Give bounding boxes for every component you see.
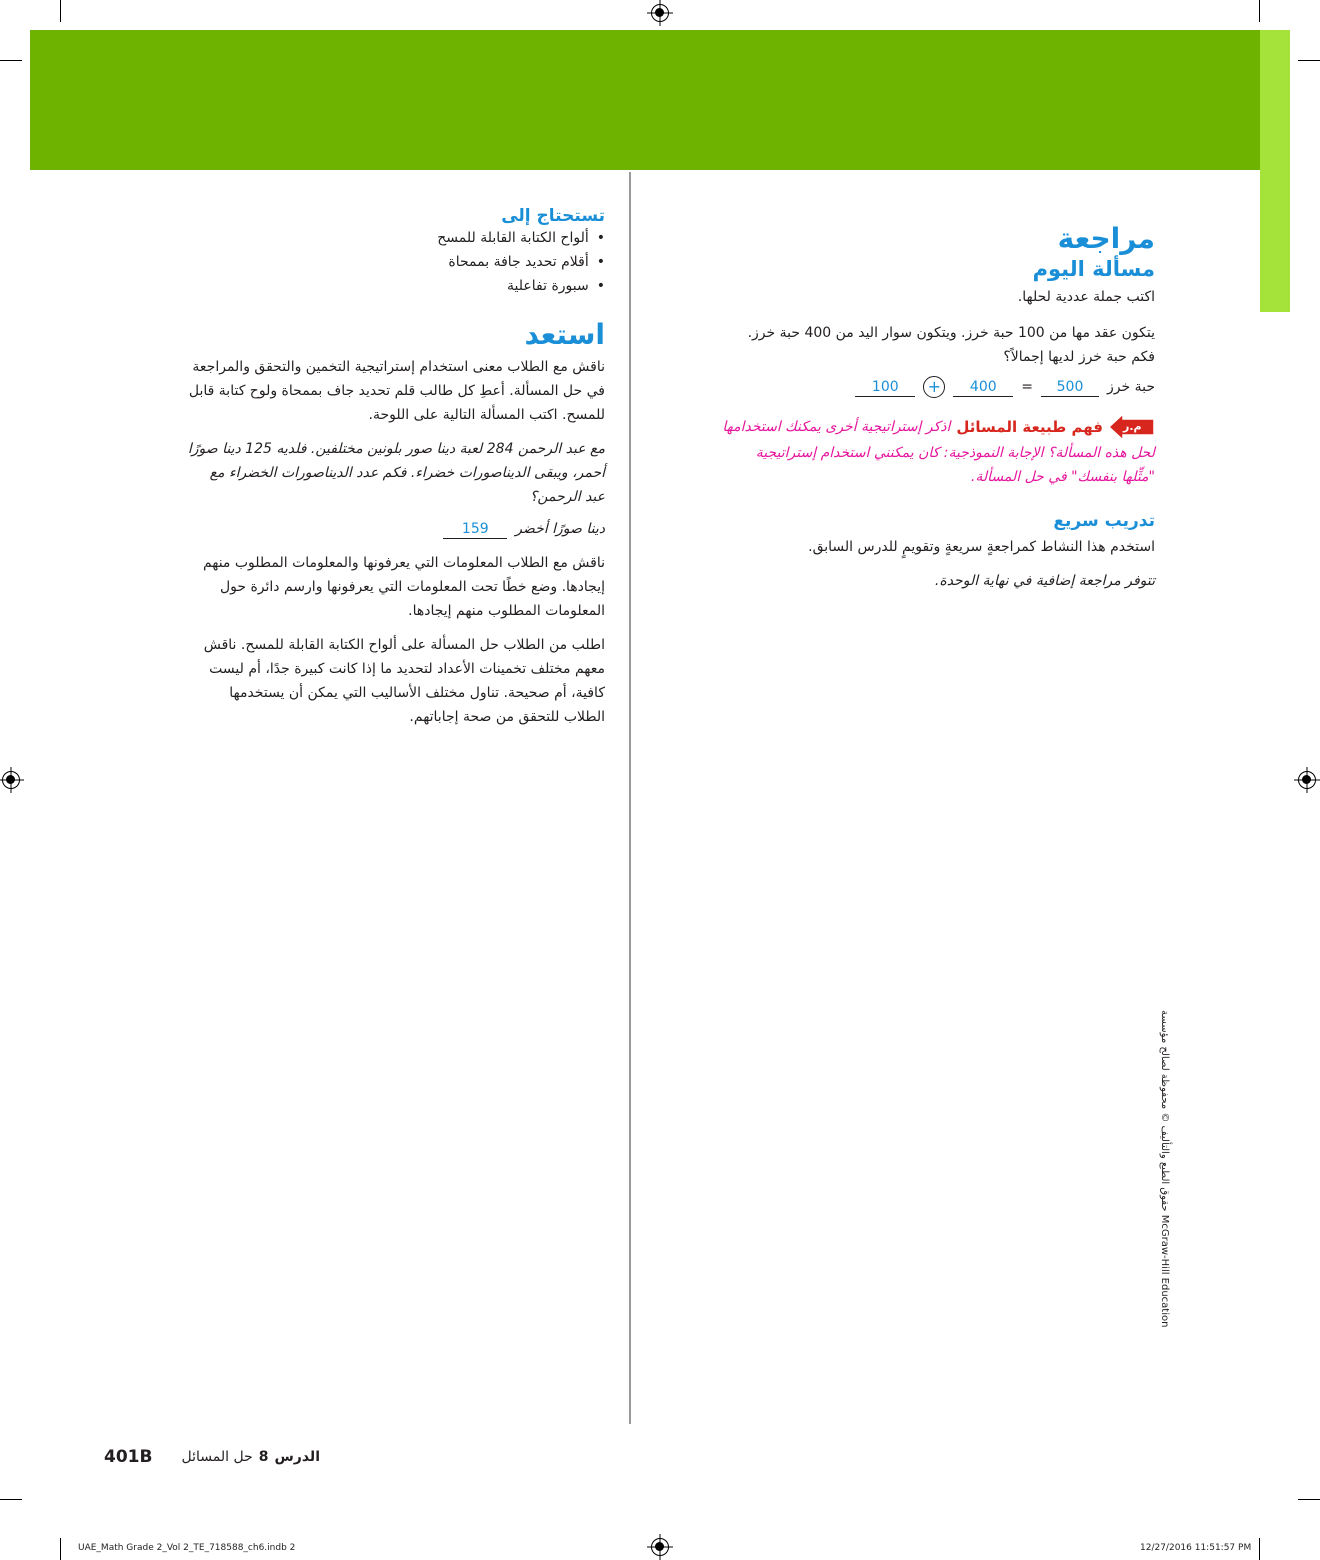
paragraph bbox=[100, 437, 605, 509]
tip-text: لحل هذه المسألة؟ الإجابة النموذجية: كان يمكنني استخدام إستراتيجية bbox=[755, 445, 1155, 461]
file-info: UAE_Math Grade 2_Vol 2_TE_718588_ch6.indb 2 bbox=[78, 1543, 296, 1553]
print-timestamp: 12/27/2016 11:51:57 PM bbox=[1140, 1543, 1252, 1553]
paragraph bbox=[100, 551, 605, 623]
problem-line: يتكون عقد مها من 100 حبة خرز. ويتكون سوار اليد من 400 حبة خرز. bbox=[747, 325, 1155, 341]
text-line: معهم مختلف تخمينات الأعداد لتحديد ما إذا كانت كبيرة جدًا، أم ليست bbox=[209, 661, 605, 677]
sentence-answer: 500 bbox=[1041, 378, 1099, 397]
launch-heading: استعد bbox=[524, 318, 605, 351]
launch-section bbox=[100, 206, 605, 729]
answer-label: دينا صورًا أخضر bbox=[515, 521, 605, 537]
sentence-label: حبة خرز bbox=[1107, 379, 1155, 395]
teaching-tip bbox=[655, 413, 1155, 489]
crop-mark bbox=[1259, 1538, 1260, 1560]
problem-line: فكم حبة خرز لديها إجمالاً؟ bbox=[1003, 349, 1155, 365]
copyright-notice: حقوق الطبع والتأليف © محفوظة لصالح مؤسسة McGraw-Hill Education bbox=[1159, 1010, 1170, 1328]
text-line: إيجادها. وضع خطًا تحت المعلومات التي يعرفونها وارسم دائرة حول bbox=[219, 579, 605, 595]
problem-heading: مسألة اليوم bbox=[1032, 257, 1155, 281]
crop-mark bbox=[0, 60, 22, 61]
crop-mark bbox=[1298, 1499, 1320, 1500]
header-banner bbox=[30, 30, 1260, 170]
answer-line bbox=[100, 517, 605, 541]
column-divider bbox=[629, 172, 631, 1424]
tip-title: فهم طبيعة المسائل bbox=[956, 418, 1103, 436]
review-section bbox=[655, 222, 1155, 593]
text-line: كافية، أم صحيحة. تناول مختلف الأساليب التي يمكن أن يستخدمها bbox=[229, 685, 605, 701]
equals-sign: = bbox=[1021, 379, 1034, 395]
lesson-title: حل المسائل bbox=[181, 1449, 253, 1465]
text-line: عبد الرحمن؟ bbox=[529, 489, 605, 505]
need-item: • سبورة تفاعلية bbox=[100, 274, 605, 298]
lesson-label: الدرس bbox=[274, 1449, 320, 1465]
tip-text: "مثِّلها بنفسك" في حل المسألة. bbox=[970, 469, 1155, 485]
registration-mark-icon bbox=[2, 771, 20, 789]
tip-text: اذكر إستراتيجية أخرى يمكنك استخدامها bbox=[722, 419, 951, 435]
arrow-badge-icon: م.ر bbox=[1109, 413, 1155, 441]
answer-value: 159 bbox=[443, 520, 507, 539]
number-sentence bbox=[655, 375, 1155, 399]
quick-check-text: تتوفر مراجعة إضافية في نهاية الوحدة. bbox=[934, 573, 1155, 589]
crop-mark bbox=[60, 0, 61, 22]
text-line: للمسح. اكتب المسألة التالية على اللوحة. bbox=[368, 407, 605, 423]
text-line: أحمر، ويبقى الديناصورات خضراء. فكم عدد الديناصورات الخضراء مع bbox=[209, 465, 605, 481]
need-heading: تستحتاج إلى bbox=[501, 206, 605, 226]
text-line: ناقش مع الطلاب المعلومات التي يعرفونها والمعلومات المطلوب منهم bbox=[202, 555, 605, 571]
need-item: • ألواح الكتابة القابلة للمسح bbox=[100, 226, 605, 250]
text-line: اطلب من الطلاب حل المسألة على ألواح الكتابة القابلة للمسح. ناقش bbox=[203, 637, 605, 653]
sentence-addend: 400 bbox=[953, 378, 1013, 397]
need-item: • أقلام تحديد جافة بممحاة bbox=[100, 250, 605, 274]
problem-instruction: اكتب جملة عددية لحلها. bbox=[1017, 289, 1155, 305]
lesson-number: 8 bbox=[258, 1449, 269, 1465]
crop-mark bbox=[1259, 0, 1260, 22]
quick-check-text: استخدم هذا النشاط كمراجعةٍ سريعةٍ وتقويمٍ للدرس السابق. bbox=[808, 539, 1155, 555]
paragraph bbox=[100, 633, 605, 729]
quick-check-heading: تدريب سريع bbox=[1053, 511, 1155, 531]
text-line: ناقش مع الطلاب معنى استخدام إستراتيجية التخمين والتحقق والمراجعة bbox=[192, 359, 605, 375]
crop-mark bbox=[1298, 60, 1320, 61]
text-line: مع عبد الرحمن 284 لعبة دينا صور بلونين مختلفين. فلديه 125 دينا صورًا bbox=[187, 441, 605, 457]
text-line: في حل المسألة. أعطِ كل طالب قلم تحديد جاف بممحاة ولوح كتابة قابل bbox=[188, 383, 605, 399]
text-line: الطلاب للتحقق من صحة إجاباتهم. bbox=[409, 709, 605, 725]
registration-mark-icon bbox=[651, 4, 669, 22]
page-number: 401B bbox=[104, 1447, 153, 1467]
registration-mark-icon bbox=[651, 1538, 669, 1556]
text-line: المعلومات المطلوب منهم إيجادها. bbox=[408, 603, 605, 619]
review-title: مراجعة bbox=[1057, 222, 1155, 255]
sentence-addend: 100 bbox=[855, 378, 915, 397]
paragraph bbox=[100, 355, 605, 427]
plus-icon: + bbox=[923, 376, 945, 398]
registration-mark-icon bbox=[1298, 771, 1316, 789]
crop-mark bbox=[0, 1499, 22, 1500]
crop-mark bbox=[60, 1538, 61, 1560]
lesson-footer bbox=[175, 1449, 320, 1465]
side-tab bbox=[1260, 30, 1290, 312]
